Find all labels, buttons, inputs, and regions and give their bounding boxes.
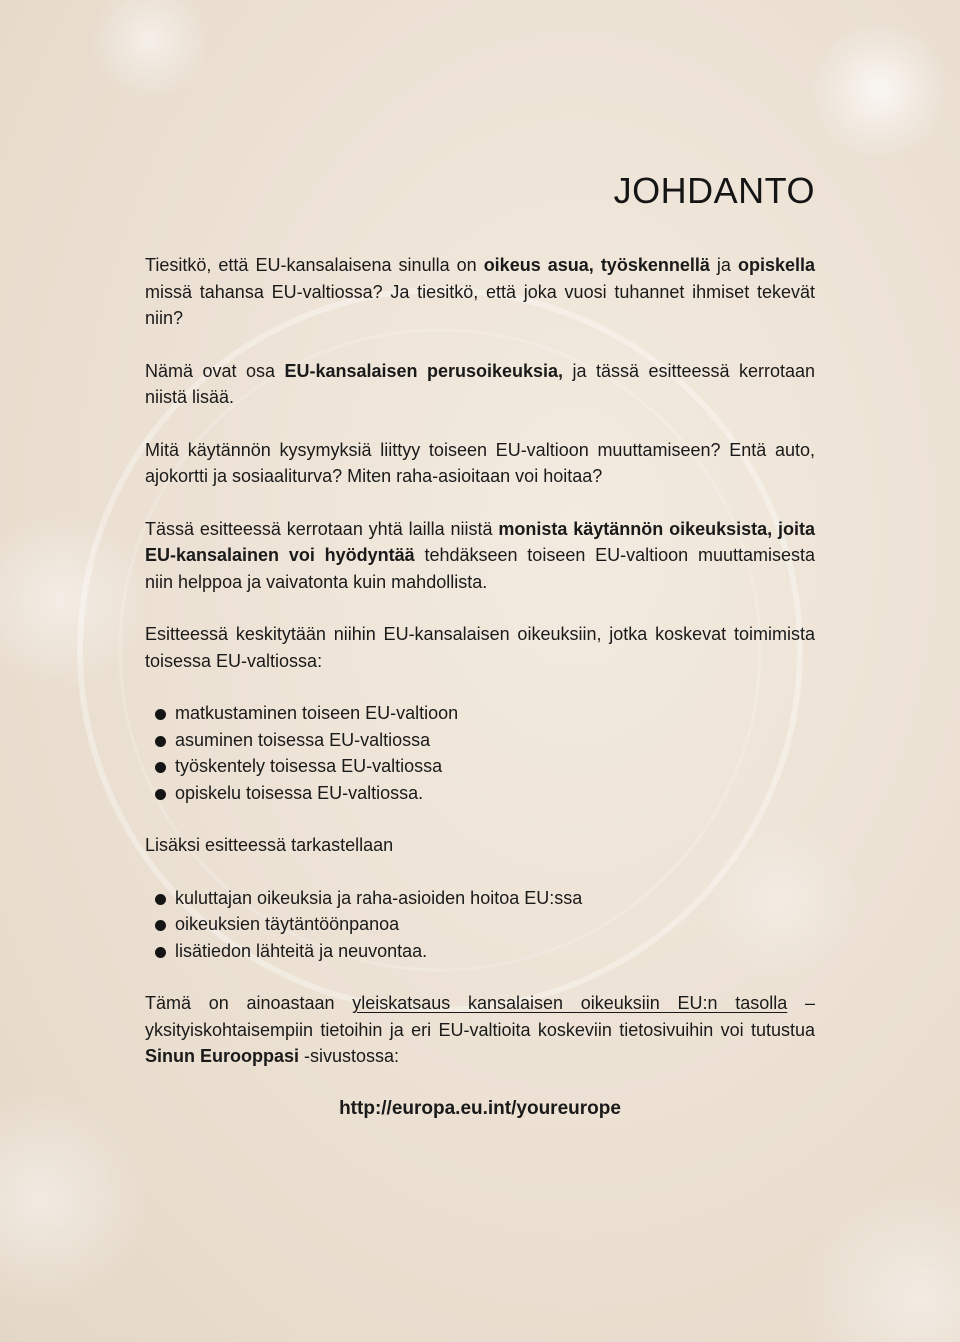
emphasis: EU-kansalaisen perusoikeuksia, [284,360,564,381]
text: Nämä ovat osa [145,360,285,381]
paragraph-6: Lisäksi esitteessä tarkastellaan [145,835,394,855]
bullet-icon [155,920,166,931]
text: ja [709,255,738,275]
list-item: työskentely toisessa EU-valtiossa [145,753,815,780]
emphasis: monista käytännön oikeuksista, joita EU-kansalainen voi hyödyntää [145,518,815,565]
text: missä tahansa EU-valtiossa? Ja tiesitkö, että joka vuosi tuhannet ihmiset tekevät niin? [145,281,815,328]
emphasis: oikeus asua, työskennellä [483,255,710,275]
text: Tässä esitteessä kerrotaan yhtä lailla niistä [145,518,499,539]
emphasis: Sinun Eurooppasi [145,1046,300,1066]
bullet-icon [155,789,166,800]
list-item: asuminen toisessa EU-valtiossa [145,727,815,754]
text: Tiesitkö, että EU-kansalaisena sinulla on [145,255,484,275]
list-item: kuluttajan oikeuksia ja raha-asioiden hoitoa EU:ssa [145,885,815,912]
text: tehdäkseen toiseen EU-valtioon muuttamisesta niin helppoa ja vaivatonta kuin mahdollista. [145,545,815,592]
paragraph-4 [145,516,815,596]
paragraph-7 [145,990,815,1070]
text: ja tässä esitteessä kerrotaan niistä lisää. [145,360,816,407]
website-url[interactable]: http://europa.eu.int/youreurope [339,1097,621,1119]
bullet-icon [155,736,166,747]
bullet-icon [155,709,166,720]
list-item: lisätiedon lähteitä ja neuvontaa. [145,938,815,965]
additional-topics-list [145,885,815,965]
bullet-icon [155,947,166,958]
underlined-text: yleiskatsaus kansalaisen oikeuksiin EU:n tasolla [352,993,788,1013]
list-item: oikeuksien täytäntöönpanoa [145,911,815,938]
bullet-icon [155,894,166,905]
text: – yksityiskohtaisempiin tietoihin ja eri EU-valtioita koskeviin tietosivuihin voi tutustua [145,993,815,1040]
paragraph-2 [145,358,815,411]
paragraph-5: Esitteessä keskitytään niihin EU-kansalaisen oikeuksiin, jotka koskevat toimimista toisessa EU-valtiossa: [145,624,815,671]
list-item: opiskelu toisessa EU-valtiossa. [145,780,815,807]
paragraph-3: Mitä käytännön kysymyksiä liittyy toiseen EU-valtioon muuttamiseen? Entä auto, ajokortti ja sosiaaliturva? Miten raha-asioitaan voi hoitaa? [145,439,815,486]
list-item: matkustaminen toiseen EU-valtioon [145,700,815,727]
paragraph-1 [145,252,815,332]
text: -sivustossa: [299,1046,400,1066]
text: Tämä on ainoastaan [145,993,353,1013]
topics-list [145,700,815,806]
page-title: JOHDANTO [613,170,815,211]
bullet-icon [155,762,166,773]
intro-text [145,252,815,1122]
emphasis: opiskella [737,255,816,275]
